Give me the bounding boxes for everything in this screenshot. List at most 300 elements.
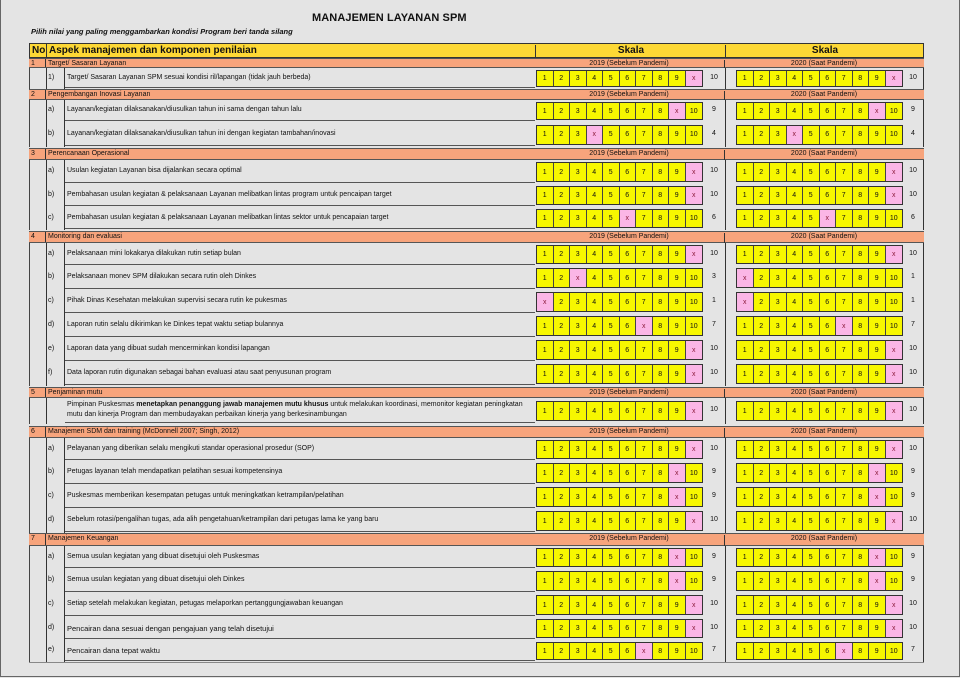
rating-option-6[interactable]: x (820, 210, 837, 227)
rating-option-6[interactable]: 6 (820, 293, 837, 311)
rating-option-2[interactable]: 2 (554, 572, 571, 590)
rating-option-3[interactable]: 3 (570, 103, 587, 119)
rating-option-8[interactable]: 8 (853, 549, 870, 566)
rating-option-4[interactable]: 4 (587, 402, 604, 420)
rating-option-6[interactable]: 6 (620, 365, 637, 383)
rating-option-4[interactable]: 4 (587, 596, 604, 614)
rating-option-3[interactable]: 3 (770, 71, 787, 86)
rating-option-7[interactable]: x (636, 317, 653, 335)
rating-option-6[interactable]: 6 (620, 317, 637, 335)
rating-option-1[interactable]: 1 (737, 210, 754, 227)
rating-option-8[interactable]: 8 (653, 269, 670, 287)
rating-option-2[interactable]: 2 (754, 293, 771, 311)
rating-option-8[interactable]: 8 (653, 187, 670, 204)
rating-option-3[interactable]: 3 (770, 187, 787, 204)
rating-option-2[interactable]: 2 (754, 210, 771, 227)
rating-option-2[interactable]: 2 (754, 126, 771, 144)
rating-option-4[interactable]: 4 (587, 620, 604, 637)
rating-option-6[interactable]: 6 (620, 441, 637, 458)
rating-option-4[interactable]: 4 (787, 246, 804, 263)
rating-option-7[interactable]: 7 (636, 341, 653, 359)
rating-option-9[interactable]: 9 (669, 293, 686, 311)
rating-option-9[interactable]: 9 (669, 365, 686, 383)
rating-option-8[interactable]: 8 (653, 643, 670, 659)
rating-option-2[interactable]: 2 (554, 365, 571, 383)
rating-option-9[interactable]: x (669, 464, 686, 482)
rating-option-10[interactable]: 10 (686, 572, 702, 590)
rating-option-7[interactable]: 7 (836, 596, 853, 614)
rating-option-2[interactable]: 2 (554, 103, 571, 119)
rating-option-6[interactable]: 6 (820, 163, 837, 181)
rating-option-2[interactable]: 2 (754, 103, 771, 119)
rating-option-7[interactable]: 7 (836, 488, 853, 506)
rating-option-1[interactable]: 1 (737, 488, 754, 506)
rating-option-5[interactable]: 5 (603, 246, 620, 263)
rating-option-4[interactable]: 4 (587, 269, 604, 287)
rating-option-10[interactable]: 10 (686, 317, 702, 335)
rating-option-9[interactable]: 9 (669, 341, 686, 359)
rating-option-9[interactable]: x (669, 572, 686, 590)
rating-option-1[interactable]: 1 (737, 246, 754, 263)
rating-option-8[interactable]: 8 (653, 71, 670, 86)
rating-option-8[interactable]: 8 (853, 103, 870, 119)
rating-option-8[interactable]: 8 (853, 246, 870, 263)
rating-option-2[interactable]: 2 (754, 246, 771, 263)
rating-option-9[interactable]: 9 (869, 643, 886, 659)
rating-option-10[interactable]: 10 (886, 269, 902, 287)
rating-option-10[interactable]: 10 (686, 269, 702, 287)
rating-option-2[interactable]: 2 (554, 441, 571, 458)
rating-option-8[interactable]: 8 (853, 488, 870, 506)
rating-option-9[interactable]: 9 (669, 643, 686, 659)
rating-option-2[interactable]: 2 (554, 488, 571, 506)
rating-option-10[interactable]: 10 (886, 210, 902, 227)
rating-option-7[interactable]: 7 (836, 293, 853, 311)
rating-option-1[interactable]: 1 (537, 365, 554, 383)
rating-option-2[interactable]: 2 (754, 596, 771, 614)
rating-option-9[interactable]: x (669, 549, 686, 566)
rating-option-4[interactable]: 4 (787, 317, 804, 335)
rating-option-8[interactable]: 8 (853, 210, 870, 227)
rating-option-10[interactable]: 10 (886, 126, 902, 144)
rating-option-7[interactable]: 7 (636, 402, 653, 420)
rating-option-5[interactable]: 5 (603, 572, 620, 590)
rating-option-10[interactable]: x (686, 246, 702, 263)
rating-option-3[interactable]: 3 (570, 620, 587, 637)
rating-option-5[interactable]: 5 (803, 549, 820, 566)
rating-option-7[interactable]: 7 (836, 365, 853, 383)
rating-option-3[interactable]: 3 (770, 549, 787, 566)
rating-option-1[interactable]: 1 (537, 620, 554, 637)
rating-option-1[interactable]: 1 (537, 246, 554, 263)
rating-option-7[interactable]: 7 (636, 269, 653, 287)
rating-option-2[interactable]: 2 (554, 341, 571, 359)
rating-option-7[interactable]: 7 (836, 402, 853, 420)
rating-option-7[interactable]: 7 (636, 126, 653, 144)
rating-option-6[interactable]: 6 (620, 643, 637, 659)
rating-option-2[interactable]: 2 (554, 643, 571, 659)
rating-option-5[interactable]: 5 (603, 269, 620, 287)
rating-option-7[interactable]: 7 (836, 103, 853, 119)
rating-option-1[interactable]: 1 (737, 464, 754, 482)
rating-option-9[interactable]: 9 (869, 269, 886, 287)
rating-option-3[interactable]: 3 (770, 163, 787, 181)
rating-option-8[interactable]: 8 (853, 572, 870, 590)
rating-option-9[interactable]: 9 (669, 269, 686, 287)
rating-option-8[interactable]: 8 (853, 643, 870, 659)
rating-option-7[interactable]: 7 (836, 464, 853, 482)
rating-option-9[interactable]: 9 (869, 596, 886, 614)
rating-option-6[interactable]: 6 (820, 549, 837, 566)
rating-option-5[interactable]: 5 (603, 643, 620, 659)
rating-option-9[interactable]: 9 (669, 620, 686, 637)
rating-option-2[interactable]: 2 (554, 210, 571, 227)
rating-option-3[interactable]: 3 (570, 464, 587, 482)
rating-option-4[interactable]: 4 (787, 269, 804, 287)
rating-option-1[interactable]: 1 (537, 441, 554, 458)
rating-option-9[interactable]: 9 (869, 210, 886, 227)
rating-option-2[interactable]: 2 (754, 187, 771, 204)
rating-option-10[interactable]: x (686, 441, 702, 458)
rating-option-6[interactable]: 6 (620, 293, 637, 311)
rating-option-3[interactable]: 3 (570, 512, 587, 530)
rating-option-4[interactable]: 4 (787, 293, 804, 311)
rating-option-3[interactable]: 3 (570, 643, 587, 659)
rating-option-10[interactable]: x (686, 187, 702, 204)
rating-option-6[interactable]: 6 (820, 71, 837, 86)
rating-option-5[interactable]: 5 (803, 126, 820, 144)
rating-option-5[interactable]: 5 (603, 317, 620, 335)
rating-option-5[interactable]: 5 (803, 187, 820, 204)
rating-option-4[interactable]: 4 (587, 317, 604, 335)
rating-option-2[interactable]: 2 (554, 269, 571, 287)
rating-option-9[interactable]: x (869, 549, 886, 566)
rating-option-8[interactable]: 8 (853, 71, 870, 86)
rating-option-2[interactable]: 2 (754, 512, 771, 530)
rating-option-3[interactable]: 3 (570, 163, 587, 181)
rating-option-9[interactable]: 9 (869, 441, 886, 458)
rating-option-7[interactable]: x (836, 317, 853, 335)
rating-option-3[interactable]: 3 (570, 365, 587, 383)
rating-option-7[interactable]: 7 (636, 293, 653, 311)
rating-option-5[interactable]: 5 (603, 596, 620, 614)
rating-option-3[interactable]: 3 (770, 620, 787, 637)
rating-option-1[interactable]: 1 (537, 163, 554, 181)
rating-option-2[interactable]: 2 (754, 402, 771, 420)
rating-option-7[interactable]: x (636, 643, 653, 659)
rating-option-4[interactable]: 4 (787, 549, 804, 566)
rating-option-5[interactable]: 5 (603, 163, 620, 181)
rating-option-2[interactable]: 2 (754, 572, 771, 590)
rating-option-2[interactable]: 2 (554, 549, 571, 566)
rating-option-4[interactable]: 4 (587, 210, 604, 227)
rating-option-10[interactable]: x (886, 512, 902, 530)
rating-option-4[interactable]: 4 (787, 365, 804, 383)
rating-option-3[interactable]: 3 (570, 441, 587, 458)
rating-option-7[interactable]: 7 (636, 365, 653, 383)
rating-option-1[interactable]: 1 (537, 317, 554, 335)
rating-option-4[interactable]: 4 (587, 365, 604, 383)
rating-option-9[interactable]: 9 (869, 402, 886, 420)
rating-option-1[interactable]: 1 (737, 365, 754, 383)
rating-option-7[interactable]: 7 (836, 620, 853, 637)
rating-option-9[interactable]: 9 (669, 246, 686, 263)
rating-option-4[interactable]: 4 (787, 572, 804, 590)
rating-option-6[interactable]: 6 (620, 71, 637, 86)
rating-option-5[interactable]: 5 (803, 402, 820, 420)
rating-option-7[interactable]: 7 (836, 572, 853, 590)
rating-option-2[interactable]: 2 (754, 549, 771, 566)
rating-option-5[interactable]: 5 (603, 365, 620, 383)
rating-option-3[interactable]: 3 (770, 246, 787, 263)
rating-option-6[interactable]: 6 (620, 620, 637, 637)
rating-option-9[interactable]: 9 (869, 293, 886, 311)
rating-option-6[interactable]: 6 (820, 596, 837, 614)
rating-option-8[interactable]: 8 (853, 269, 870, 287)
rating-option-8[interactable]: 8 (853, 512, 870, 530)
rating-option-8[interactable]: 8 (653, 549, 670, 566)
rating-option-5[interactable]: 5 (603, 341, 620, 359)
rating-option-9[interactable]: x (869, 103, 886, 119)
rating-option-3[interactable]: 3 (770, 441, 787, 458)
rating-option-6[interactable]: x (620, 210, 637, 227)
rating-option-5[interactable]: 5 (803, 317, 820, 335)
rating-option-10[interactable]: x (886, 341, 902, 359)
rating-option-1[interactable]: 1 (537, 126, 554, 144)
rating-option-4[interactable]: 4 (587, 187, 604, 204)
rating-option-9[interactable]: x (669, 488, 686, 506)
rating-option-6[interactable]: 6 (820, 365, 837, 383)
rating-option-3[interactable]: 3 (570, 402, 587, 420)
rating-option-6[interactable]: 6 (620, 572, 637, 590)
rating-option-6[interactable]: 6 (820, 643, 837, 659)
rating-option-2[interactable]: 2 (754, 441, 771, 458)
rating-option-9[interactable]: 9 (669, 512, 686, 530)
rating-option-8[interactable]: 8 (853, 596, 870, 614)
rating-option-2[interactable]: 2 (754, 464, 771, 482)
rating-option-10[interactable]: 10 (886, 293, 902, 311)
rating-option-7[interactable]: 7 (636, 549, 653, 566)
rating-option-1[interactable]: 1 (737, 620, 754, 637)
rating-option-6[interactable]: 6 (620, 488, 637, 506)
rating-option-7[interactable]: 7 (636, 596, 653, 614)
rating-option-3[interactable]: 3 (570, 210, 587, 227)
rating-option-5[interactable]: 5 (603, 441, 620, 458)
rating-option-4[interactable]: 4 (587, 163, 604, 181)
rating-option-3[interactable]: 3 (570, 187, 587, 204)
rating-option-4[interactable]: 4 (787, 103, 804, 119)
rating-option-2[interactable]: 2 (554, 163, 571, 181)
rating-option-6[interactable]: 6 (820, 620, 837, 637)
rating-option-8[interactable]: 8 (853, 464, 870, 482)
rating-option-9[interactable]: 9 (869, 512, 886, 530)
rating-option-4[interactable]: 4 (787, 596, 804, 614)
rating-option-8[interactable]: 8 (653, 488, 670, 506)
rating-option-4[interactable]: 4 (787, 620, 804, 637)
rating-option-1[interactable]: x (737, 269, 754, 287)
rating-option-7[interactable]: 7 (636, 572, 653, 590)
rating-option-3[interactable]: 3 (570, 488, 587, 506)
rating-option-1[interactable]: 1 (537, 643, 554, 659)
rating-option-8[interactable]: 8 (653, 464, 670, 482)
rating-option-2[interactable]: 2 (554, 246, 571, 263)
rating-option-1[interactable]: 1 (737, 549, 754, 566)
rating-option-7[interactable]: 7 (836, 246, 853, 263)
rating-option-6[interactable]: 6 (820, 269, 837, 287)
rating-option-10[interactable]: x (886, 187, 902, 204)
rating-option-6[interactable]: 6 (820, 341, 837, 359)
rating-option-3[interactable]: 3 (570, 126, 587, 144)
rating-option-4[interactable]: x (787, 126, 804, 144)
rating-option-5[interactable]: 5 (803, 341, 820, 359)
rating-option-5[interactable]: 5 (603, 620, 620, 637)
rating-option-6[interactable]: 6 (620, 402, 637, 420)
rating-option-4[interactable]: 4 (587, 643, 604, 659)
rating-option-4[interactable]: 4 (587, 464, 604, 482)
rating-option-9[interactable]: x (869, 572, 886, 590)
rating-option-6[interactable]: 6 (820, 402, 837, 420)
rating-option-2[interactable]: 2 (754, 643, 771, 659)
rating-option-6[interactable]: 6 (620, 341, 637, 359)
rating-option-8[interactable]: 8 (853, 126, 870, 144)
rating-option-9[interactable]: x (869, 464, 886, 482)
rating-option-10[interactable]: 10 (886, 103, 902, 119)
rating-option-3[interactable]: 3 (570, 341, 587, 359)
rating-option-10[interactable]: 10 (886, 572, 902, 590)
rating-option-1[interactable]: 1 (537, 187, 554, 204)
rating-option-6[interactable]: 6 (620, 246, 637, 263)
rating-option-4[interactable]: 4 (787, 402, 804, 420)
rating-option-6[interactable]: 6 (820, 187, 837, 204)
rating-option-8[interactable]: 8 (653, 246, 670, 263)
rating-option-8[interactable]: 8 (853, 163, 870, 181)
rating-option-6[interactable]: 6 (820, 441, 837, 458)
rating-option-1[interactable]: 1 (737, 317, 754, 335)
rating-option-5[interactable]: 5 (603, 402, 620, 420)
rating-option-5[interactable]: 5 (803, 464, 820, 482)
rating-option-6[interactable]: 6 (620, 464, 637, 482)
rating-option-5[interactable]: 5 (803, 71, 820, 86)
rating-option-6[interactable]: 6 (620, 163, 637, 181)
rating-option-8[interactable]: 8 (853, 402, 870, 420)
rating-option-9[interactable]: 9 (869, 126, 886, 144)
rating-option-8[interactable]: 8 (853, 365, 870, 383)
rating-option-9[interactable]: 9 (869, 317, 886, 335)
rating-option-7[interactable]: 7 (636, 187, 653, 204)
rating-option-2[interactable]: 2 (554, 402, 571, 420)
rating-option-9[interactable]: 9 (869, 163, 886, 181)
rating-option-10[interactable]: x (886, 246, 902, 263)
rating-option-7[interactable]: 7 (836, 126, 853, 144)
rating-option-7[interactable]: 7 (636, 71, 653, 86)
rating-option-3[interactable]: 3 (770, 402, 787, 420)
rating-option-7[interactable]: 7 (636, 103, 653, 119)
rating-option-5[interactable]: 5 (603, 293, 620, 311)
rating-option-1[interactable]: 1 (537, 512, 554, 530)
rating-option-3[interactable]: 3 (570, 572, 587, 590)
rating-option-10[interactable]: x (886, 620, 902, 637)
rating-option-7[interactable]: 7 (636, 464, 653, 482)
rating-option-6[interactable]: 6 (820, 246, 837, 263)
rating-option-6[interactable]: 6 (620, 187, 637, 204)
rating-option-2[interactable]: 2 (754, 163, 771, 181)
rating-option-5[interactable]: 5 (803, 620, 820, 637)
rating-option-1[interactable]: 1 (537, 549, 554, 566)
rating-option-3[interactable]: 3 (770, 488, 787, 506)
rating-option-5[interactable]: 5 (603, 488, 620, 506)
rating-option-4[interactable]: 4 (787, 210, 804, 227)
rating-option-5[interactable]: 5 (603, 512, 620, 530)
rating-option-10[interactable]: 10 (686, 210, 702, 227)
rating-option-5[interactable]: 5 (803, 441, 820, 458)
rating-option-1[interactable]: 1 (737, 596, 754, 614)
rating-option-10[interactable]: 10 (686, 103, 702, 119)
rating-option-3[interactable]: 3 (570, 317, 587, 335)
rating-option-5[interactable]: 5 (803, 246, 820, 263)
rating-option-5[interactable]: 5 (803, 293, 820, 311)
rating-option-7[interactable]: 7 (836, 341, 853, 359)
rating-option-5[interactable]: 5 (603, 187, 620, 204)
rating-option-1[interactable]: 1 (737, 441, 754, 458)
rating-option-5[interactable]: 5 (603, 126, 620, 144)
rating-option-4[interactable]: 4 (587, 572, 604, 590)
rating-option-10[interactable]: x (686, 71, 702, 86)
rating-option-9[interactable]: 9 (669, 441, 686, 458)
rating-option-8[interactable]: 8 (653, 402, 670, 420)
rating-option-7[interactable]: 7 (836, 269, 853, 287)
rating-option-4[interactable]: 4 (587, 341, 604, 359)
rating-option-8[interactable]: 8 (653, 441, 670, 458)
rating-option-2[interactable]: 2 (754, 317, 771, 335)
rating-option-10[interactable]: 10 (886, 317, 902, 335)
rating-option-10[interactable]: x (686, 402, 702, 420)
rating-option-7[interactable]: 7 (836, 549, 853, 566)
rating-option-5[interactable]: 5 (603, 464, 620, 482)
rating-option-1[interactable]: 1 (537, 269, 554, 287)
rating-option-8[interactable]: 8 (653, 317, 670, 335)
rating-option-2[interactable]: 2 (754, 365, 771, 383)
rating-option-7[interactable]: 7 (836, 187, 853, 204)
rating-option-4[interactable]: 4 (587, 441, 604, 458)
rating-option-8[interactable]: 8 (653, 365, 670, 383)
rating-option-8[interactable]: 8 (853, 187, 870, 204)
rating-option-1[interactable]: x (737, 293, 754, 311)
rating-option-5[interactable]: 5 (803, 163, 820, 181)
rating-option-4[interactable]: 4 (787, 163, 804, 181)
rating-option-10[interactable]: 10 (886, 488, 902, 506)
rating-option-3[interactable]: x (570, 269, 587, 287)
rating-option-10[interactable]: x (686, 365, 702, 383)
rating-option-1[interactable]: 1 (537, 103, 554, 119)
rating-option-10[interactable]: 10 (886, 549, 902, 566)
rating-option-4[interactable]: x (587, 126, 604, 144)
rating-option-8[interactable]: 8 (653, 103, 670, 119)
rating-option-3[interactable]: 3 (770, 341, 787, 359)
rating-option-7[interactable]: 7 (636, 488, 653, 506)
rating-option-5[interactable]: 5 (803, 269, 820, 287)
rating-option-3[interactable]: 3 (570, 549, 587, 566)
rating-option-6[interactable]: 6 (820, 126, 837, 144)
rating-option-9[interactable]: 9 (869, 365, 886, 383)
rating-option-2[interactable]: 2 (554, 317, 571, 335)
rating-option-1[interactable]: 1 (537, 71, 554, 86)
rating-option-3[interactable]: 3 (770, 464, 787, 482)
rating-option-1[interactable]: 1 (737, 512, 754, 530)
rating-option-9[interactable]: 9 (669, 163, 686, 181)
rating-option-10[interactable]: x (886, 365, 902, 383)
rating-option-4[interactable]: 4 (787, 187, 804, 204)
rating-option-10[interactable]: 10 (886, 643, 902, 659)
